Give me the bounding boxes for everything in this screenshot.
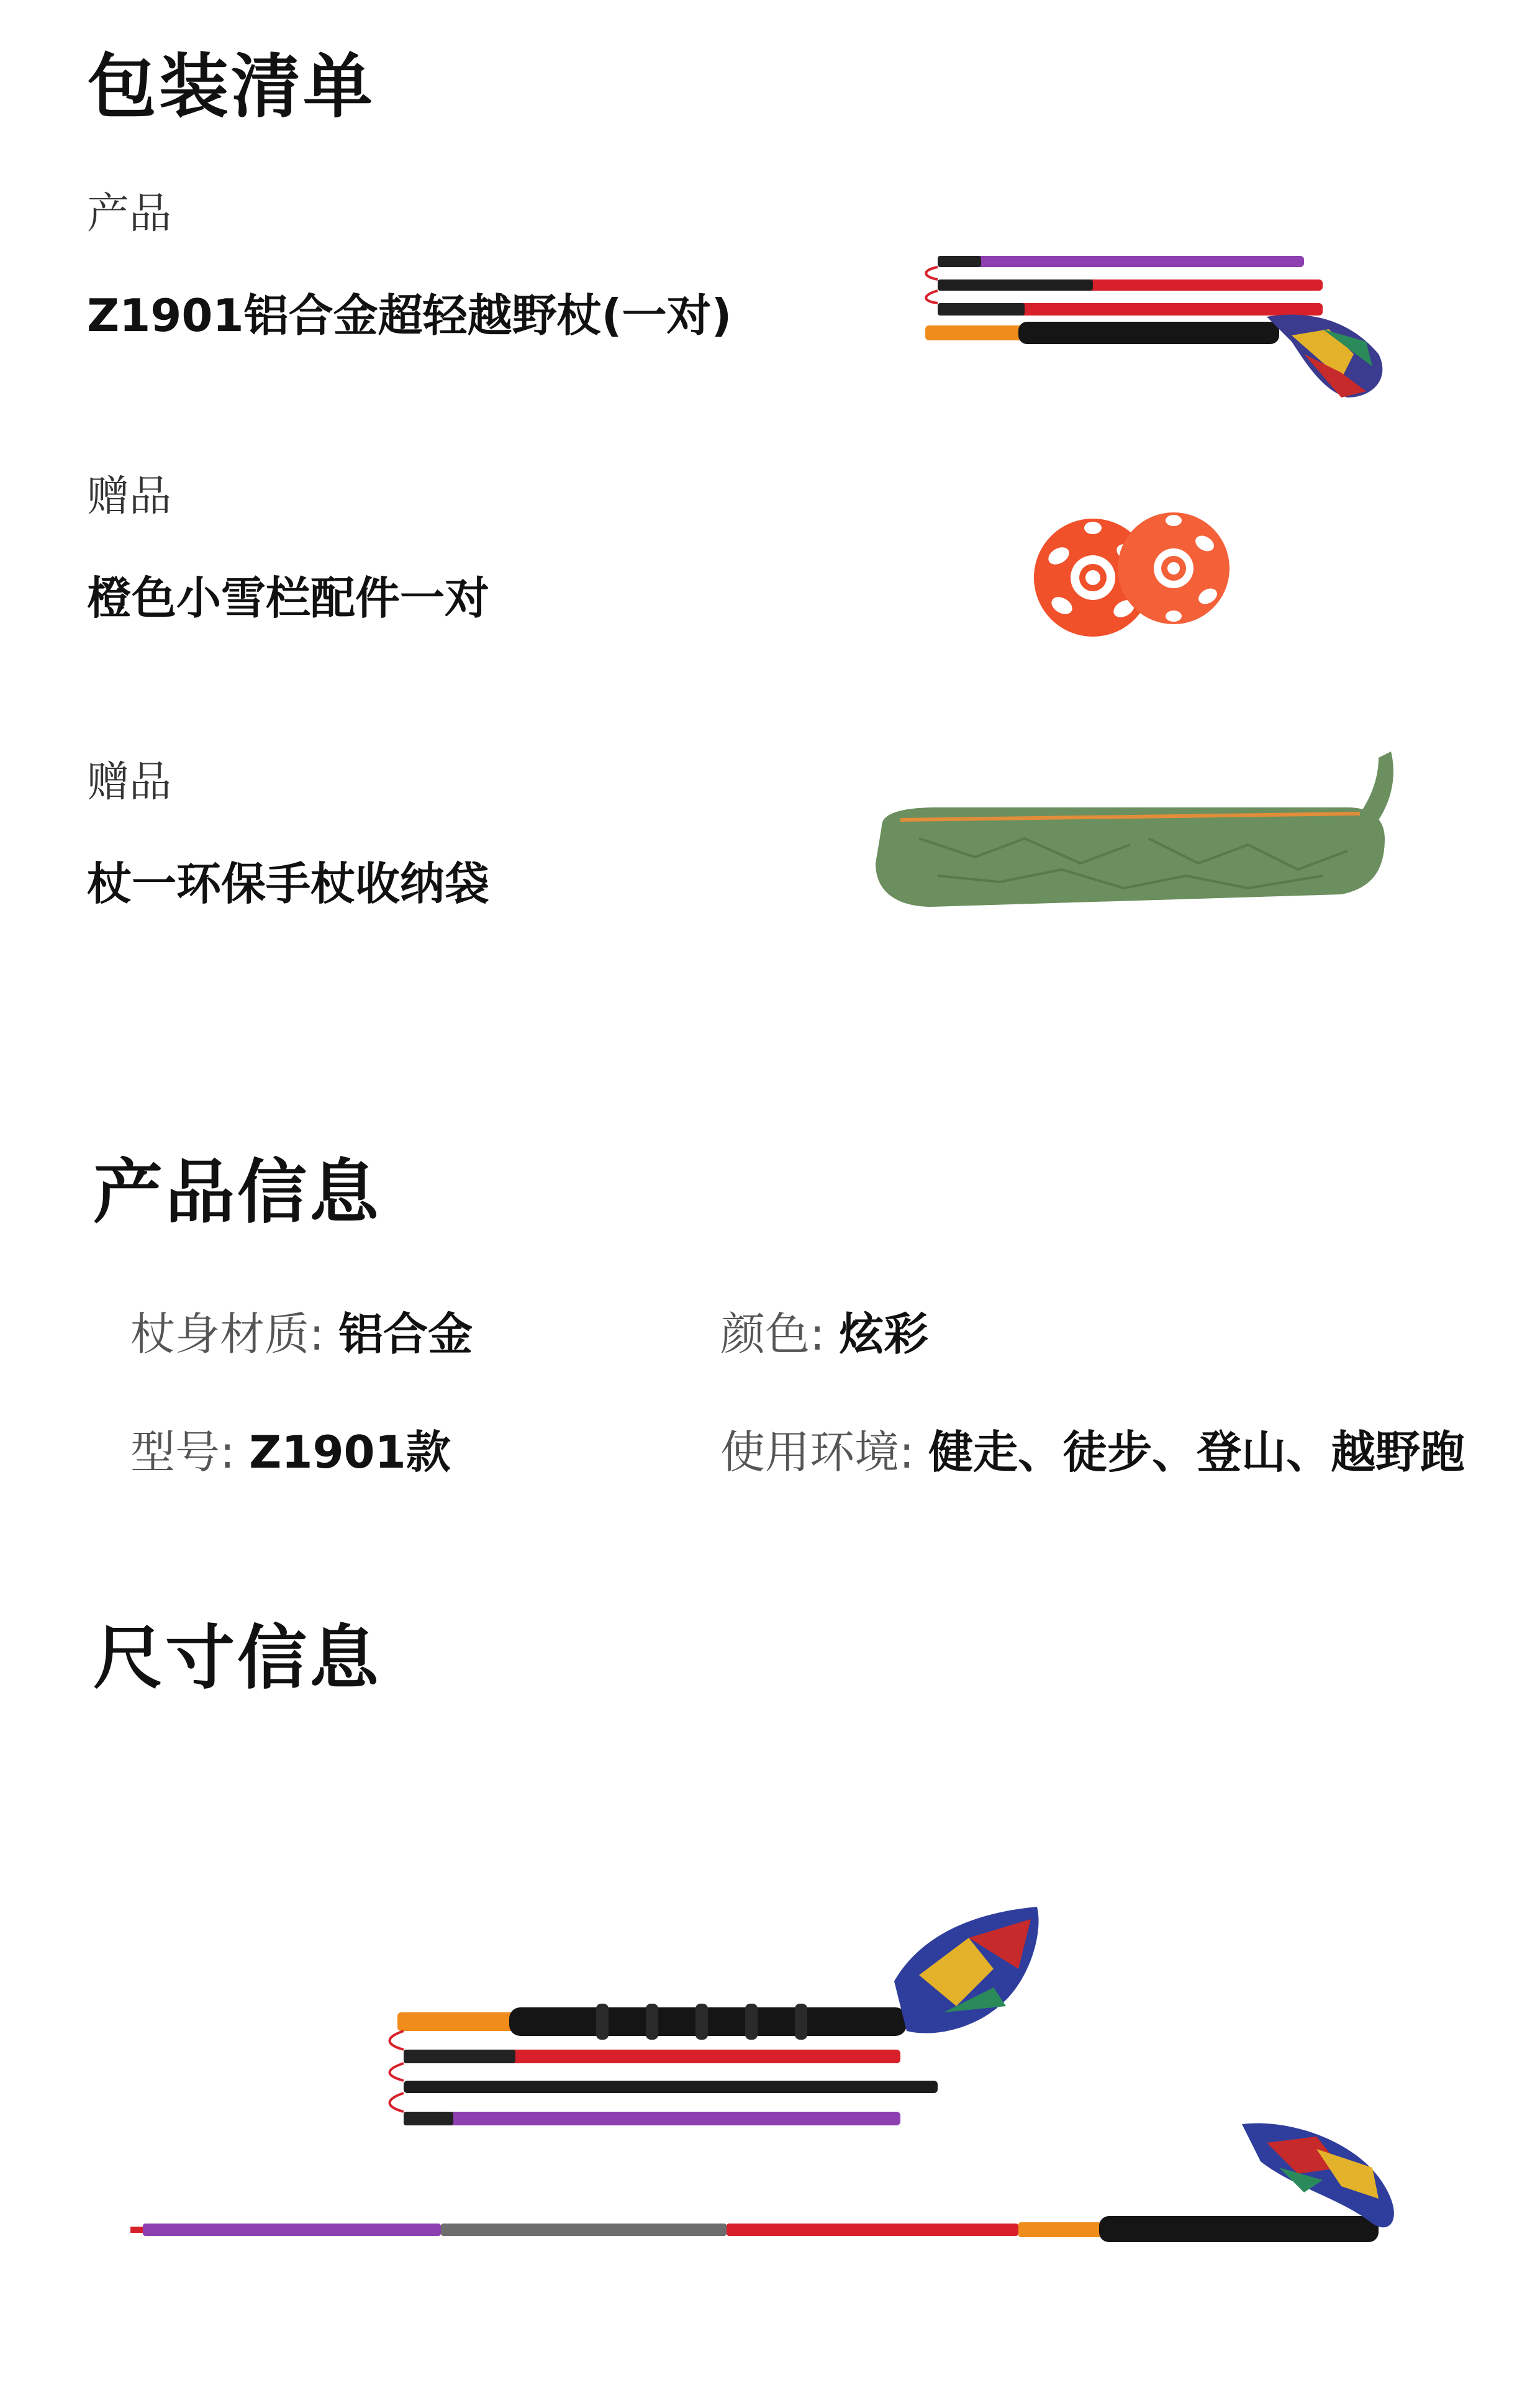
storage-bag-image (863, 745, 1403, 919)
item-2-kind: 赠品 (87, 472, 172, 521)
size-info-title: 尺寸信息 (93, 1618, 381, 1699)
spec-model-value: Z1901款 (249, 1426, 451, 1478)
folded-pole-strap (1267, 315, 1382, 398)
spec-material (130, 1298, 473, 1363)
spec-usage-value: 健走、徒步、登山、越野跑 (928, 1426, 1465, 1478)
folded-pole-red-2 (938, 303, 1323, 316)
spec-material-value: 铝合金 (338, 1308, 473, 1360)
extended-pole-strap (1242, 2123, 1394, 2227)
extended-pole-image (124, 2112, 1428, 2298)
folded-pole-purple (938, 256, 1304, 267)
spec-color-key: 颜色: (720, 1308, 840, 1360)
spec-color-value: 炫彩 (839, 1308, 929, 1360)
product-info-title: 产品信息 (93, 1152, 381, 1233)
spec-usage (720, 1416, 1465, 1481)
item-1-name: Z1901铝合金超轻越野杖(一对) (87, 289, 732, 342)
spec-color (720, 1298, 928, 1363)
folded-pole-red-1 (938, 279, 1323, 291)
folded-poles-image (919, 248, 1391, 416)
spec-model-key: 型号: (130, 1426, 250, 1478)
item-1-kind: 产品 (87, 189, 172, 238)
item-3-name: 杖一环保手杖收纳袋 (87, 858, 490, 910)
item-3-kind: 赠品 (87, 758, 172, 807)
packing-list-title: 包装清单 (87, 47, 375, 127)
snow-basket-right (1118, 512, 1230, 624)
item-2-name: 橙色小雪栏配件一对 (87, 572, 490, 624)
snow-basket-image (1025, 497, 1242, 658)
folded-pole-grip (925, 322, 1279, 344)
spec-model (130, 1416, 451, 1481)
spec-usage-key: 使用环境: (720, 1426, 929, 1478)
spec-material-key: 杖身材质: (130, 1308, 339, 1360)
folded-pole-large-strap (894, 1907, 1039, 2033)
